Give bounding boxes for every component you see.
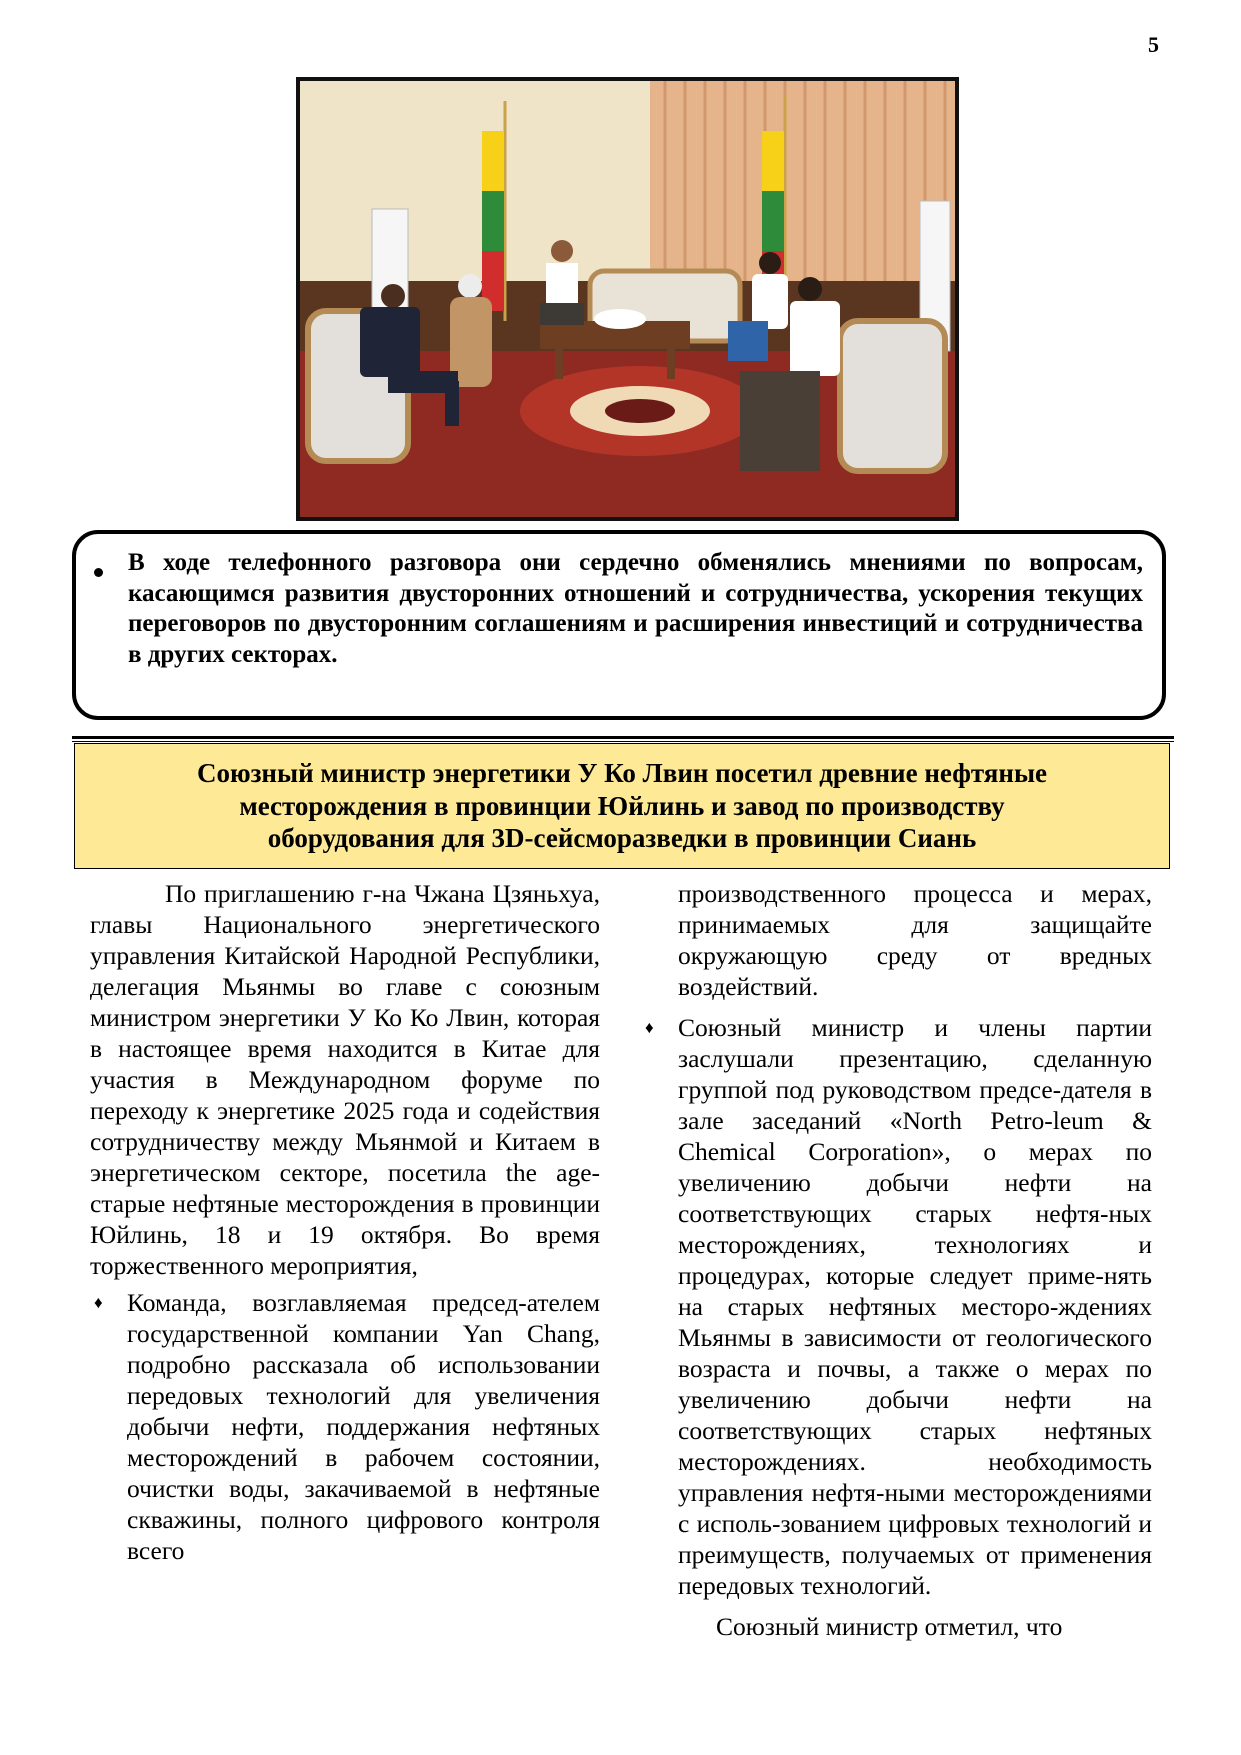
meeting-photo: [296, 77, 959, 521]
right-column: [645, 878, 1152, 1642]
section-rule-thin: [72, 741, 1174, 742]
headline-line-1: Союзный министр энергетики У Ко Лвин посетил древние нефтяные: [196, 758, 1048, 789]
bullet-item-1: [90, 1287, 600, 1566]
headline-line-2: месторождения в провинции Юйлинь и завод по производству: [239, 790, 1005, 821]
callout-box: [72, 530, 1166, 720]
intro-paragraph: По приглашению г-на Чжана Цзяньхуа, главы Национального энергетического управления Китайской Народной Республики, делегация Мьянмы во главе с союзным министром энергетики У Ко Ко Лвин, которая в настоящее время находится в Китае для участия в Международном форуме по переходу к энергетике 2025 года и содействия сотрудничеству между Мьянмой и Китаем в энергетическом секторе, посетила the age- старые нефтяные месторождения в провинции Юйлинь, 18 и 19 октября. Во время торжественного мероприятия,: [90, 879, 600, 1280]
continuation-paragraph: производственного процесса и мерах, принимаемых для защищайте окружающую среду от вредных воздействий.: [678, 879, 1152, 1001]
diamond-bullet-icon: ♦: [94, 1293, 103, 1312]
photo-flag-left: [482, 131, 504, 191]
bullet-item-2-text: Союзный министр и члены партии заслушали презентацию, сделанную группой под руководством предсе-дателя в зале заседаний «North Petro-leum & Chemical Corporation», о мерах по увеличению добычи нефти на соответствующих старых нефтя-ных месторождениях, технологиях и процедурах, которые следует приме-нять на старых нефтяных месторо-ждениях Мьянмы в зависимости от геологического возраста и почвы, а также о мерах по увеличению добычи нефти на соответствующих старых нефтяных месторождениях. необходимость управления нефтя-ными месторождениями с исполь-зованием цифровых технологий и преимуществ, получаемых от применения передовых технологий.: [678, 1013, 1152, 1600]
bullet-dot-icon: [94, 568, 103, 577]
bullet-item-2: [641, 1012, 1152, 1601]
closing-paragraph: Союзный министр отметил, что: [716, 1612, 1063, 1641]
section-rule-thick: [72, 736, 1174, 739]
headline-line-3: оборудования для 3D-сейсморазведки в провинции Сиань: [267, 823, 977, 854]
diamond-bullet-icon: ♦: [645, 1018, 654, 1037]
page-number: 5: [1148, 32, 1159, 57]
callout-text: В ходе телефонного разговора они сердечно обменялись мнениями по вопросам, касающимся развития двусторонних отношений и сотрудничества, ускорения текущих переговоров по двусторонним соглашениям и расширения инвестиций и сотрудничества в других секторах.: [128, 549, 1143, 668]
bullet-item-1-text: Команда, возглавляемая председ-ателем государственной компании Yan Chang, подробно рассказала об использовании передовых технологий для увеличения добычи нефти, поддержания нефтяных месторождений в рабочем состоянии, очистки воды, закачиваемой в нефтяные скважины, полного цифрового контроля всего: [127, 1288, 600, 1565]
photo-flag-right: [762, 131, 784, 191]
article-headline-box: [74, 743, 1170, 869]
meeting-photo-illustration: [300, 81, 955, 517]
photo-chair-right: [840, 321, 945, 471]
article-headline: [122, 757, 1122, 855]
left-column: [90, 878, 600, 1566]
